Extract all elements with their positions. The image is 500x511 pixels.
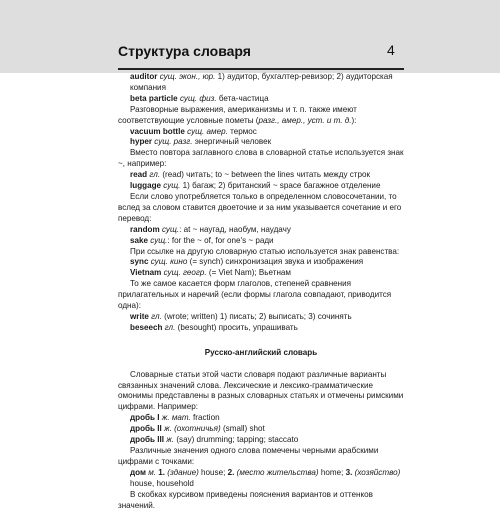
entry-beseech — [118, 323, 404, 334]
entry-text: энергичный человек — [192, 137, 272, 147]
entry-sake — [118, 236, 404, 247]
headword: read — [130, 170, 148, 180]
headword: beta particle — [130, 93, 178, 103]
entry-text: (small) shot — [220, 424, 265, 434]
entry-text: : for the ~ of, for one's ~ ради — [167, 235, 274, 245]
grammar-label: сущ. экон., юр. — [159, 72, 216, 81]
grammar-label: сущ. геогр. — [163, 268, 207, 278]
paragraph-combination: Если слово употребляется только в определенном словосочетании, то вслед за словом ставится двоеточие и за ним указывается сочетание и его перевод: — [118, 191, 402, 223]
grammar-label: сущ. — [163, 181, 181, 191]
paragraph-colloquial — [118, 105, 404, 127]
headword: random — [130, 224, 160, 234]
page-number: 4 — [387, 42, 395, 58]
entry-text: house, household — [130, 478, 194, 488]
grammar-label: ж. — [166, 435, 175, 445]
usage-labels: разг., амер., уст. и т. д. — [258, 115, 352, 125]
entry-drob-2 — [118, 424, 404, 435]
headword: luggage — [130, 181, 162, 191]
entry-sync — [118, 257, 404, 268]
page-title: Структура словаря — [118, 43, 251, 59]
entry-vietnam — [118, 268, 404, 279]
entry-drob-1 — [118, 413, 404, 424]
entry-random — [118, 225, 404, 236]
entry-text: (say) drumming; tapping; staccato — [174, 435, 299, 445]
entry-text: (wrote; written) 1) писать; 2) выписать; 3) сочинять — [161, 311, 352, 321]
paragraph-brackets: В скобках курсивом приведены пояснения вариантов и оттенков значений. — [118, 489, 373, 510]
entry-text: (= Viet Nam); Вьетнам — [206, 268, 291, 278]
entry-text: (read) читать; to ~ between the lines читать между строк — [160, 170, 371, 180]
entry-read — [118, 170, 404, 181]
entry-text: house; — [198, 467, 228, 477]
grammar-label: сущ. кино — [150, 257, 188, 267]
headword: hyper — [130, 137, 153, 147]
grammar-label: сущ. — [150, 235, 168, 245]
entry-text: fraction — [190, 413, 220, 423]
grammar-label: ж. мат. — [161, 413, 191, 423]
grammar-label: ж. (охотничья) — [164, 424, 221, 434]
entry-text: (= synch) синхронизация звука и изображения — [187, 257, 364, 267]
headword: beseech — [130, 322, 163, 332]
entry-beta-particle — [118, 94, 404, 105]
entry-text: термос — [227, 126, 257, 136]
headword: write — [130, 311, 149, 321]
paragraph-meanings: Различные значения одного слова помечены черными арабскими цифрами с точками: — [118, 446, 379, 466]
grammar-label: м. — [148, 467, 157, 477]
headword: auditor — [130, 72, 158, 81]
sense-gloss: (место жительства) — [236, 467, 319, 477]
entry-auditor — [118, 72, 404, 94]
entry-text: (besought) просить, упрашивать — [175, 322, 298, 332]
paragraph-russian-intro: Словарные статьи этой части словаря подают различные варианты связанных значений слова. Лексические и лексико-грамматические омонимы представлены в разных словарных статьях и отмечены римскими цифрами. Например: — [118, 369, 404, 412]
paragraph-tilde: Вместо повтора заглавного слова в словарной статье используется знак ~, например: — [118, 148, 404, 169]
headword: vacuum bottle — [130, 126, 185, 136]
headword: дробь I — [130, 413, 160, 423]
grammar-label: гл. — [164, 322, 176, 332]
entry-text: home; — [318, 467, 346, 477]
section-heading: Русско-английский словарь — [204, 347, 318, 357]
headword: дробь II — [130, 424, 162, 434]
sense-gloss: (здание) — [167, 467, 199, 477]
sense-gloss: (хозяйство) — [354, 467, 401, 477]
paragraph-text: Разговорные выражения, американизмы и т. п. также имеют соответствующие условные пометы ( — [118, 104, 357, 125]
entry-text: бета-частица — [216, 93, 269, 103]
grammar-label: сущ. физ. — [179, 93, 217, 103]
page-body — [118, 72, 404, 511]
header-rule — [118, 68, 404, 70]
sense-number: 1. — [158, 467, 166, 477]
entry-text: 1) аудитор, бухгалтер-ревизор; 2) аудиторская компания — [130, 72, 393, 92]
paragraph-reference: При ссылке на другую словарную статью используется знак равенства: — [130, 246, 400, 256]
paragraph-verbs: То же самое касается форм глаголов, степеней сравнения прилагательных и наречий (если формы глагола совпадают, приводится одна): — [118, 279, 392, 311]
grammar-label: гл. — [149, 170, 161, 180]
entry-text: 1) багаж; 2) британский ~ space багажное отделение — [180, 181, 381, 191]
entry-write — [118, 312, 404, 323]
grammar-label: сущ. разг. — [154, 137, 193, 147]
grammar-label: сущ. — [161, 224, 180, 234]
headword: дробь III — [130, 435, 164, 445]
entry-text: : at ~ наугад, наобум, наудачу — [179, 224, 291, 234]
entry-drob-3 — [118, 435, 404, 446]
headword: Vietnam — [130, 268, 162, 278]
paragraph-text: ): — [351, 115, 357, 125]
sense-number: 3. — [345, 467, 353, 477]
entry-luggage — [118, 181, 404, 192]
grammar-label: сущ. амер. — [187, 126, 228, 136]
page-header — [0, 0, 500, 73]
headword: sync — [130, 257, 149, 267]
entry-dom — [118, 468, 404, 490]
entry-hyper — [118, 137, 404, 148]
headword: дом — [130, 467, 146, 477]
sense-number: 2. — [227, 467, 235, 477]
headword: sake — [130, 235, 149, 245]
entry-vacuum-bottle — [118, 127, 404, 138]
grammar-label: гл. — [151, 311, 162, 321]
